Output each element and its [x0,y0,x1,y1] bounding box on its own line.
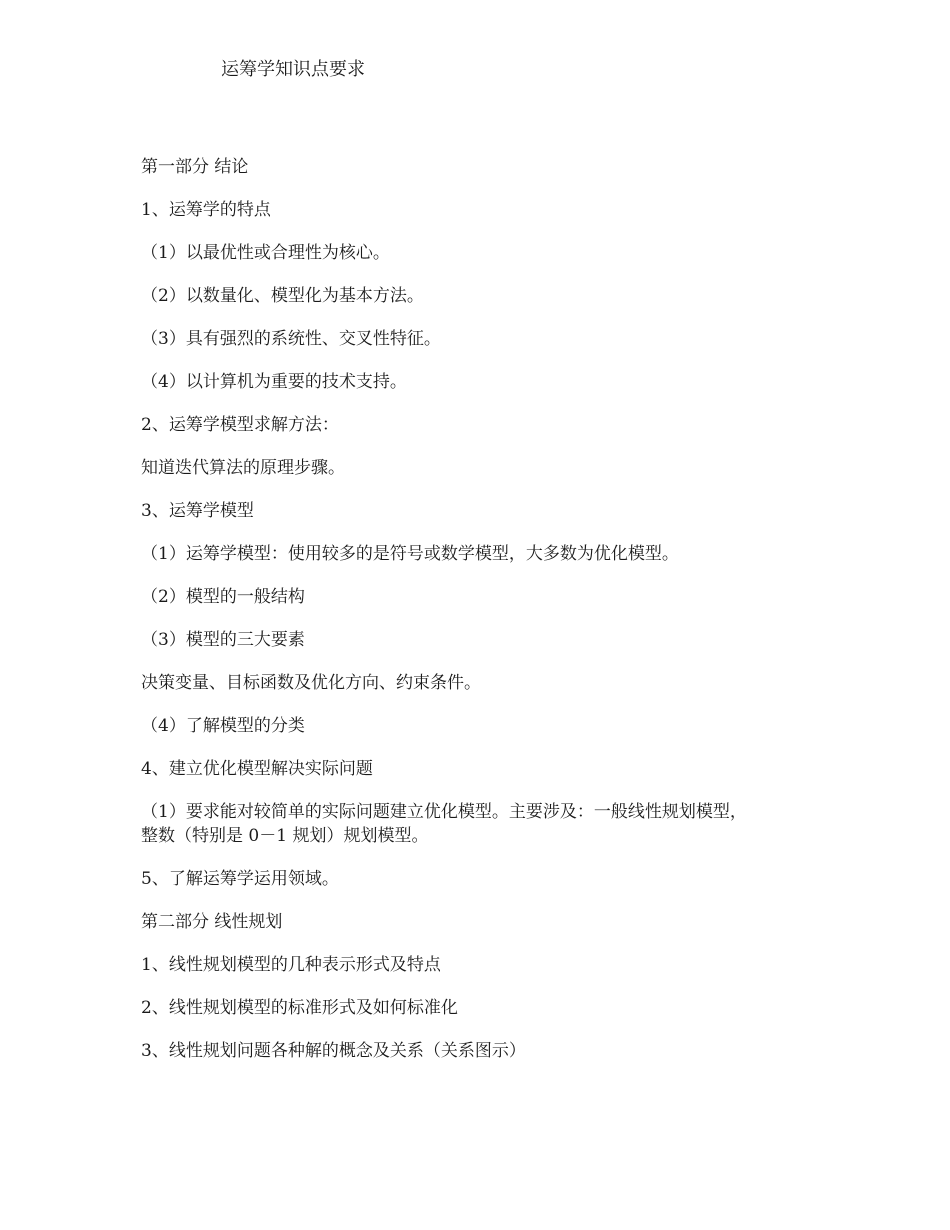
item-heading-3: 3、运筹学模型 [141,501,254,521]
item-heading-1: 1、线性规划模型的几种表示形式及特点 [141,955,441,975]
sub-item: （1）以最优性或合理性为核心。 [141,243,390,263]
section-heading-part-2: 第二部分 线性规划 [141,912,283,932]
body-text: 知道迭代算法的原理步骤。 [141,458,345,478]
section-heading-part-1: 第一部分 结论 [141,157,249,177]
item-heading-4: 4、建立优化模型解决实际问题 [141,759,373,779]
item-heading-2: 2、线性规划模型的标准形式及如何标准化 [141,998,458,1018]
sub-item: （2）以数量化、模型化为基本方法。 [141,286,424,306]
sub-item: （1）要求能对较简单的实际问题建立优化模型。主要涉及：一般线性规划模型， [141,802,747,822]
item-heading-5: 5、了解运筹学运用领域。 [141,869,339,889]
document-title: 运筹学知识点要求 [221,59,365,80]
sub-item: （3）模型的三大要素 [141,630,305,650]
body-text: 决策变量、目标函数及优化方向、约束条件。 [141,673,481,693]
sub-item: （2）模型的一般结构 [141,587,305,607]
sub-item: （1）运筹学模型：使用较多的是符号或数学模型，大多数为优化模型。 [141,544,679,564]
sub-item: （4）以计算机为重要的技术支持。 [141,372,407,392]
item-heading-3: 3、线性规划问题各种解的概念及关系（关系图示） [141,1041,526,1061]
item-heading-2: 2、运筹学模型求解方法： [141,415,339,435]
sub-item: （3）具有强烈的系统性、交叉性特征。 [141,329,441,349]
sub-item: （4）了解模型的分类 [141,716,305,736]
item-heading-1: 1、运筹学的特点 [141,200,271,220]
body-text-continuation: 整数（特别是 0－1 规划）规划模型。 [141,826,429,846]
